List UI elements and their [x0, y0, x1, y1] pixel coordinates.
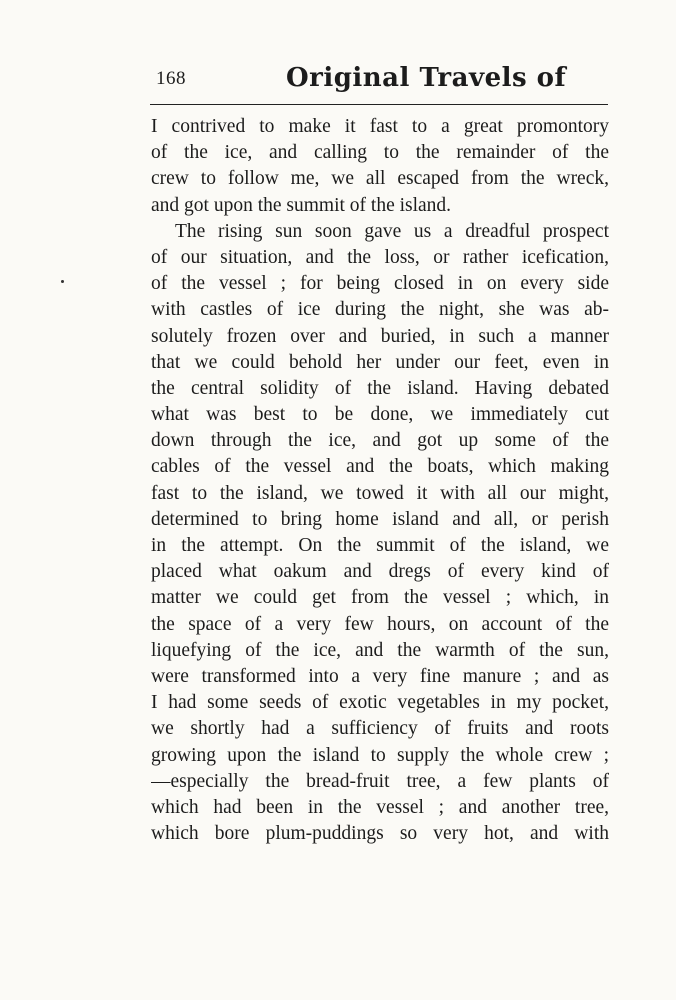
text-line: and got upon the summit of the island. [151, 194, 452, 216]
text-line: The rising sun soon gave us a dreadful prospect [175, 220, 609, 242]
text-line: of the vessel ; for being closed in on every side [151, 273, 609, 295]
running-head [150, 63, 610, 100]
text-line: growing upon the island to supply the whole crew ; [151, 744, 609, 766]
text-line: crew to follow me, we all escaped from the wreck, [151, 168, 609, 190]
body-text [151, 114, 609, 847]
text-line: that we could behold her under our feet, even in [151, 351, 609, 373]
text-line: of our situation, and the loss, or rather icefication, [151, 246, 609, 268]
text-line: of the ice, and calling to the remainder of the [151, 142, 609, 164]
text-line: I contrived to make it fast to a great promontory [151, 116, 609, 137]
text-line: down through the ice, and got up some of the [151, 430, 609, 452]
text-line: which bore plum-puddings so very hot, and with [151, 823, 609, 845]
text-line: —especially the bread-fruit tree, a few plants of [151, 770, 609, 792]
text-line: we shortly had a sufficiency of fruits and roots [151, 718, 609, 740]
text-line: cables of the vessel and the boats, which making [151, 456, 609, 478]
text-line: fast to the island, we towed it with all our might, [151, 482, 609, 504]
header-rule [150, 104, 608, 105]
text-line: matter we could get from the vessel ; which, in [151, 587, 609, 609]
text-line: with castles of ice during the night, she was ab- [151, 299, 609, 321]
text-line: which had been in the vessel ; and another tree, [151, 796, 609, 818]
text-line: determined to bring home island and all, or perish [151, 508, 609, 530]
text-line: placed what oakum and dregs of every kind of [151, 561, 609, 583]
text-line: the space of a very few hours, on account of the [151, 613, 609, 635]
text-line: what was best to be done, we immediately cut [151, 404, 609, 426]
text-line: liquefying of the ice, and the warmth of the sun, [151, 639, 609, 661]
text-line: solutely frozen over and buried, in such a manner [151, 325, 609, 347]
text-line: the central solidity of the island. Having debated [151, 377, 609, 399]
text-line: in the attempt. On the summit of the island, we [151, 535, 609, 556]
running-title: Original Travels of [286, 63, 567, 93]
text-line: were transformed into a very fine manure ; and as [151, 665, 609, 687]
page-number: 168 [156, 68, 186, 89]
paper-speck [61, 280, 64, 283]
text-line: I had some seeds of exotic vegetables in my pocket, [151, 692, 609, 714]
